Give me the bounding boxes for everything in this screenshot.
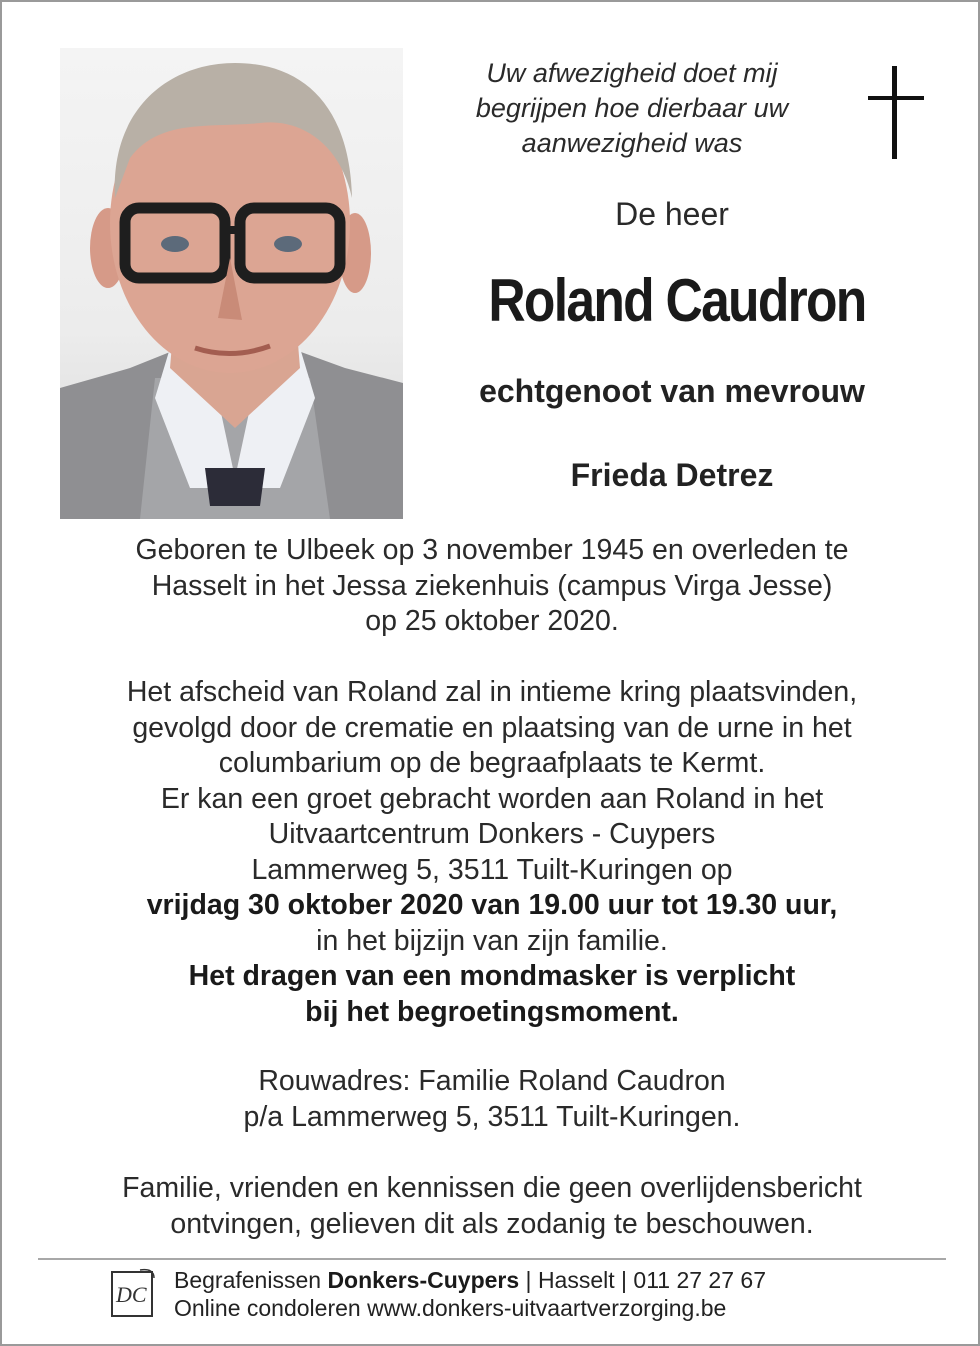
footer-divider	[38, 1258, 946, 1260]
address-line: Rouwadres: Familie Roland Caudron	[258, 1065, 726, 1097]
farewell-line: columbarium op de begraafplaats te Kermt.	[218, 747, 766, 779]
footer-prefix: Begrafenissen	[174, 1267, 328, 1293]
footer-city: Hasselt	[537, 1267, 615, 1293]
deceased-name: Roland Caudron	[488, 267, 866, 334]
mask-notice: bij het begroetingsmoment.	[305, 995, 679, 1028]
birth-death-paragraph	[62, 533, 922, 640]
footer-line-company	[174, 1266, 934, 1294]
farewell-line: Het afscheid van Roland zal in intieme kring plaatsvinden,	[126, 676, 858, 708]
spouse-name: Frieda Detrez	[570, 457, 774, 493]
portrait-illustration	[60, 48, 403, 519]
notice-paragraph	[62, 1171, 922, 1242]
farewell-line: Er kan een groet gebracht worden aan Roland in het	[160, 782, 824, 815]
footer-info	[174, 1266, 934, 1322]
farewell-line: gevolgd door de crematie en plaatsing van de urne in het	[132, 711, 852, 744]
footer-line-condolence	[174, 1294, 934, 1322]
website-link[interactable]: www.donkers-uitvaartverzorging.be	[367, 1295, 727, 1321]
footer-separator: |	[519, 1267, 538, 1293]
honorific: De heer	[615, 196, 729, 232]
birth-line: Geboren te Ulbeek op 3 november 1945 en overleden te	[135, 534, 849, 566]
notice-line: ontvingen, gelieven dit als zodanig te beschouwen.	[170, 1207, 814, 1240]
portrait-photo	[60, 48, 403, 519]
funeral-home-logo	[110, 1268, 156, 1318]
address-line: p/a Lammerweg 5, 3511 Tuilt-Kuringen.	[243, 1100, 741, 1133]
cross-icon	[868, 66, 924, 159]
company-name: Donkers-Cuypers	[327, 1267, 520, 1293]
farewell-line: in het bijzijn van zijn familie.	[316, 924, 668, 957]
farewell-paragraph	[62, 675, 922, 1030]
memorial-quote: Uw afwezigheid doet mij begrijpen hoe dierbaar uw aanwezigheid was	[475, 58, 789, 158]
footer-phone: 011 27 27 67	[633, 1267, 766, 1293]
mask-notice: Het dragen van een mondmasker is verplicht	[188, 960, 796, 992]
condolence-label: Online condoleren	[174, 1295, 368, 1321]
logo-monogram: DC	[116, 1282, 147, 1307]
farewell-line: Lammerweg 5, 3511 Tuilt-Kuringen op	[251, 853, 733, 886]
birth-line: op 25 oktober 2020.	[365, 605, 619, 637]
notice-line: Familie, vrienden en kennissen die geen overlijdensbericht	[122, 1172, 862, 1204]
visitation-date: vrijdag 30 oktober 2020 van 19.00 uur tot 19.30 uur,	[146, 889, 838, 921]
footer-separator: |	[614, 1267, 634, 1293]
relation-text: echtgenoot van mevrouw	[479, 373, 865, 409]
farewell-line: Uitvaartcentrum Donkers - Cuypers	[268, 818, 716, 850]
mourning-address	[62, 1064, 922, 1135]
birth-line: Hasselt in het Jessa ziekenhuis (campus Virga Jesse)	[151, 569, 833, 602]
